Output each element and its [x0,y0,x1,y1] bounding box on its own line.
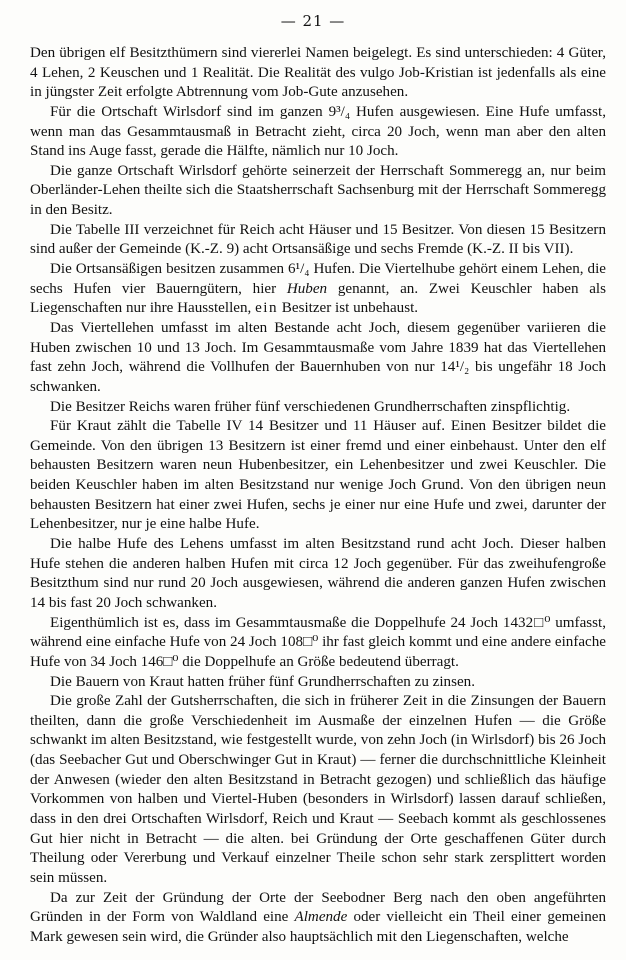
page-number: — 21 — [280,12,346,30]
paragraph-5-part-a: Die Ortsansäßigen besitzen zusammen 6¹/₄ Hufen. Die Viertelhube gehört einem Lehen, die sechs Hufen vier Bauerngütern, hier [30,261,606,297]
paragraph-6: Das Viertellehen umfasst im alten Bestande acht Joch, diesem gegenüber variieren die Huben zwischen 10 und 13 Joch. Im Gesammtausmaße vom Jahre 1839 hat das Viertellehen fast zehn Joch, während die Vollhufen der Bauernhuben von nur 14¹/₂ bis ungefähr 18 Joch schwanken. [30,319,606,395]
paragraph-13-part-b: oder vielleicht ein Theil einer gemeinen Mark gewesen sein wird, die Gründer also hauptsächlich mit den Liegenschaften, welche [30,909,606,945]
body-text [30,44,606,947]
paragraph-2: Für die Ortschaft Wirlsdorf sind im ganzen 9³/₄ Hufen ausgewiesen. Eine Hufe umfasst, wenn man das Gesammtausmaß in Betracht zieht, circa 20 Joch, wenn man aber den alten Stand ins Auge fasst, gerade die Hälfte, nämlich nur 10 Joch. [30,103,606,160]
spaced-ein: ein [255,300,279,317]
paragraph-12: Die große Zahl der Gutsherrschaften, die sich in früherer Zeit in die Zinsungen der Bauern theilten, dann die große Verschiedenheit im Ausmaße der einzelnen Hufen — die Größe schwankt im alten Besitzstand, wie festgestellt wurde, von zehn Joch (in Wirlsdorf) bis 26 Joch (das Seebacher Gut und Oberschwinger Gut in Kraut) — ferner die durchschnittliche Kleinheit der Anwesen (wieder den alten Besitzstand in Betracht gezogen) und schließlich das häufige Vorkommen von halben und Viertel-Huben (besonders in Wirlsdorf) lassen darauf schließen, dass in den drei Ortschaften Wirlsdorf, Reich und Kraut — Seebach kommt als geschlossenes Gut hier nicht in Betracht — die alten. bei Gründung der Orte geschaffenen Güter durch Theilung oder Vererbung und Verkauf einzelner Theile schon sehr stark zersplittert worden sein müssen. [30,693,606,886]
emphasis-huben: Huben [286,280,328,297]
paragraph-3: Die ganze Ortschaft Wirlsdorf gehörte seinerzeit der Herrschaft Sommeregg an, nur beim Oberländer-Lehen theilte sich die Staatsherrschaft Sachsenburg mit der Herrschaft Sommeregg in den Besitz. [30,162,606,219]
paragraph-4: Die Tabelle III verzeichnet für Reich acht Häuser und 15 Besitzer. Von diesen 15 Besitzern sind außer der Gemeinde (K.-Z. 9) acht Ortsansäßige und sechs Fremde (K.-Z. II bis VII). [30,221,606,258]
paragraph-5 [30,260,606,319]
paragraph-11: Die Bauern von Kraut hatten früher fünf Grundherrschaften zu zinsen. [50,673,475,690]
paragraph-5-part-b: genannt, an. Zwei Keuschler haben als Liegenschaften nur ihre Hausstellen, [30,280,606,317]
paragraph-13-part-a: Da zur Zeit der Gründung der Orte der Seebodner Berg nach den oben angeführten Gründen in der Form von Waldland eine [30,889,606,926]
paragraph-10: Eigenthümlich ist es, dass im Gesammtausmaße die Doppelhufe 24 Joch 1432□⁰ umfasst, während eine einfache Hufe von 24 Joch 108□⁰ ihr fast gleich kommt und eine andere einfache Hufe von 34 Joch 146□⁰ die Doppelhufe an Größe bedeutend überragt. [30,614,606,670]
paragraph-8: Für Kraut zählt die Tabelle IV 14 Besitzer und 11 Häuser auf. Einen Besitzer bildet die Gemeinde. Von den übrigen 13 Besitzern ist einer fremd und einer einbehaust. Unter den elf behausten Besitzern waren neun Hubenbesitzer, ein Lehenbesitzer und zwei Keuschler. Die beiden Keuschler haben im alten Besitzstand nur wenige Joch Grund. Von den übrigen neun behausten Besitzern hat einer zwei Hufen, sechs je einer nur eine Hufe und zwei, darunter der Lehenbesitzer, nur je eine halbe Hufe. [30,418,606,533]
emphasis-almende: Almende [294,909,348,926]
paragraph-1: Den übrigen elf Besitzthümern sind viererlei Namen beigelegt. Es sind unterschieden: 4 Güter, 4 Lehen, 2 Keuschen und 1 Realität. Die Realität des vulgo Job-Kristian ist jedenfalls als eine in jüngster Zeit erfolgte Abtrennung vom Job-Gute anzusehen. [30,45,606,101]
paragraph-13 [30,889,606,948]
paragraph-7: Die Besitzer Reichs waren früher fünf verschiedenen Grundherrschaften zinspflichtig. [50,398,571,415]
paragraph-9: Die halbe Hufe des Lehens umfasst im alten Besitzstand rund acht Joch. Dieser halben Hufe stehen die anderen halben Hufen mit circa 12 Joch gegenüber. Für das zweihufengroße Besitzthum sind nur rund 20 Joch ausgewiesen, während die anderen ganzen Hufen zwischen 14 bis fast 20 Joch schwanken. [30,536,606,611]
paragraph-5-part-c: Besitzer ist unbehaust. [278,300,419,317]
